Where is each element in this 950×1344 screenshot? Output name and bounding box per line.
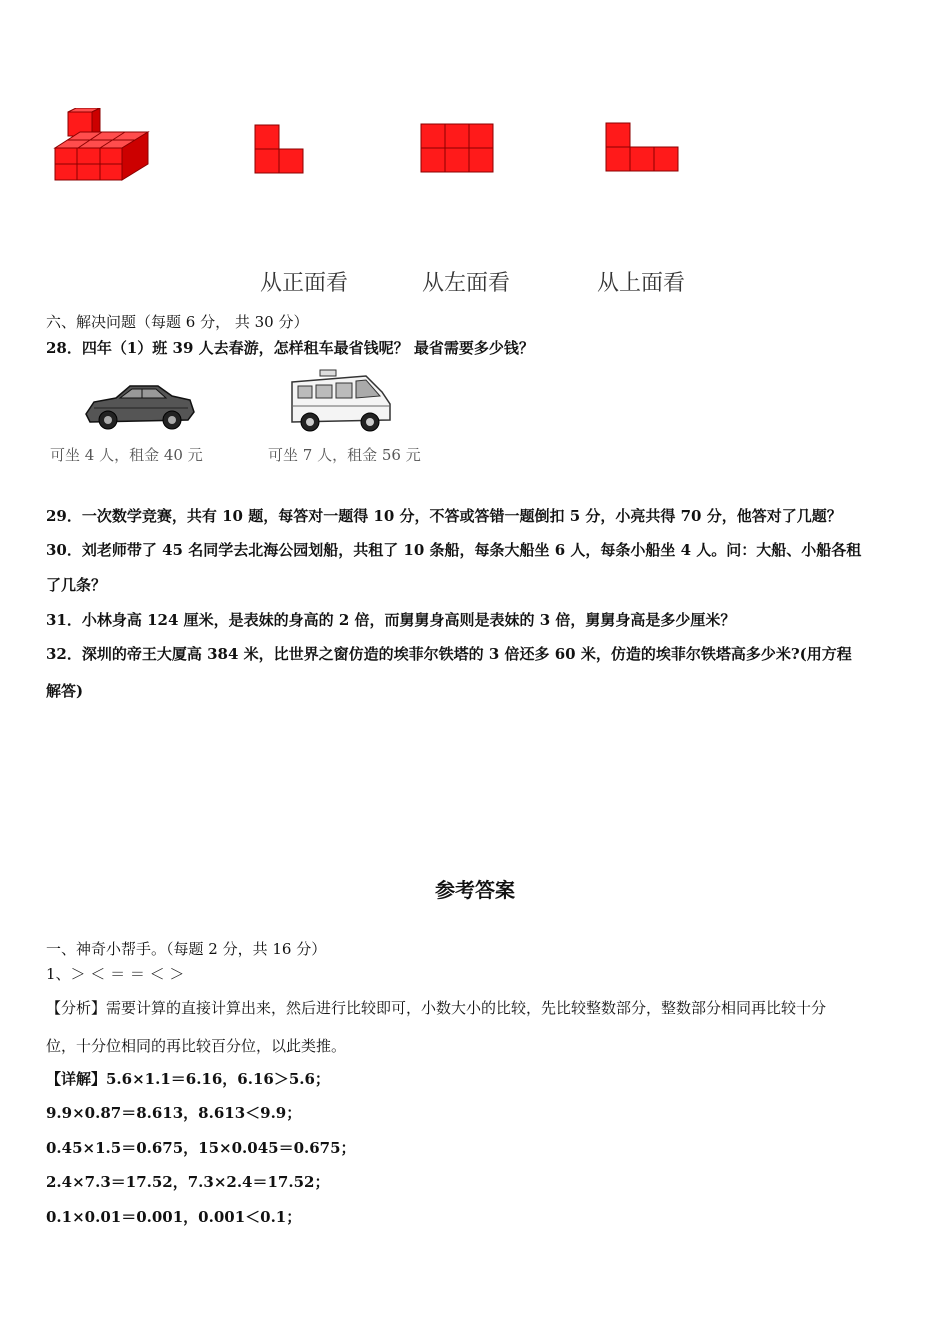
van-caption: 可坐 7 人，租金 56 元 [268,446,421,464]
answers-section1-heading: 一、神奇小帮手。（每题 2 分，共 16 分） [46,940,327,958]
detail-line-5: 0.1×0.01＝0.001，0.001＜0.1； [46,1208,302,1226]
left-view-label: 从左面看 [422,271,511,296]
question-29: 29．一次数学竞赛，共有 10 题，每答对一题得 10 分，不答或答错一题倒扣 5 分，小亮共得 70 分，他答对了几题？ [46,507,842,525]
question-32-line2: 解答) [46,682,84,700]
detail-line-4: 2.4×7.3＝17.52，7.3×2.4＝17.52； [46,1173,330,1191]
detail-line-2: 9.9×0.87＝8.613，8.613＜9.9； [46,1104,302,1122]
question-30-line2: 了几条？ [46,576,107,594]
question-32-line1: 32．深圳的帝王大厦高 384 米，比世界之窗仿造的埃菲尔铁塔的 3 倍还多 60 米，仿造的埃菲尔铁塔高多少米?(用方程 [46,645,852,663]
question-31: 31．小林身高 124 厘米，是表妹的身高的 2 倍，而舅舅身高则是表妹的 3 倍，舅舅身高是多少厘米？ [46,611,736,629]
car-image [80,378,198,434]
front-view-figure [254,124,306,176]
detail-line-1: 【详解】5.6×1.1＝6.16，6.16＞5.6； [46,1070,330,1088]
analysis-line2: 位，十分位相同的再比较百分位，以此类推。 [46,1037,347,1055]
car-caption: 可坐 4 人，租金 40 元 [50,446,203,464]
section6-heading: 六、解决问题（每题 6 分， 共 30 分） [46,313,309,331]
answer-1: 1、＞ ＜ ＝ ＝ ＜ ＞ [46,965,185,983]
cube-solid-figure [50,108,150,184]
front-view-label: 从正面看 [260,271,349,296]
detail-line-3: 0.45×1.5＝0.675，15×0.045＝0.675； [46,1139,356,1157]
answers-title: 参考答案 [435,878,515,902]
top-view-label: 从上面看 [597,271,686,296]
left-view-figure [420,123,496,175]
top-view-figure [605,122,681,174]
question-30-line1: 30．刘老师带了 45 名同学去北海公园划船，共租了 10 条船，每条大船坐 6 人，每条小船坐 4 人。问：大船、小船各租 [46,541,862,559]
analysis-line1: 【分析】需要计算的直接计算出来，然后进行比较即可，小数大小的比较，先比较整数部分，整数部分相同再比较十分 [46,999,827,1017]
van-image [286,368,394,436]
question-28: 28．四年（1）班 39 人去春游，怎样租车最省钱呢？ 最省需要多少钱？ [46,339,534,357]
